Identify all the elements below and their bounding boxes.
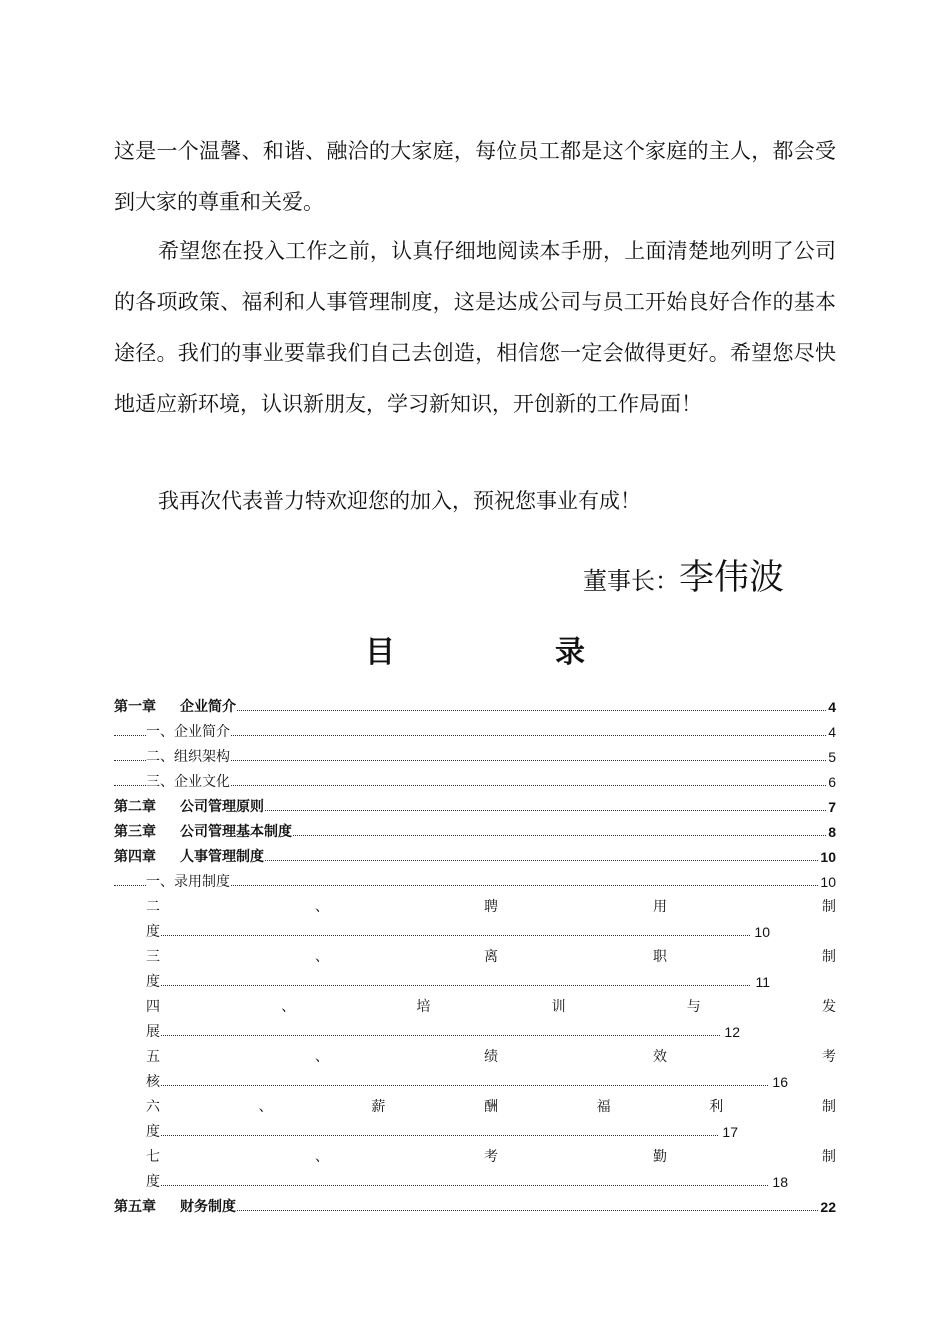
page-number: 8 [827,820,836,845]
toc-entry-section-wrapped[interactable] [114,895,836,945]
section-char: 、 [315,899,329,915]
section-char: 利 [709,1099,724,1115]
section-title: 一、录用制度 [146,870,231,895]
section-char: 训 [551,999,566,1015]
toc-entry-chapter-2[interactable] [114,795,836,820]
section-char: 、 [281,999,296,1015]
section-char: 六 [146,1099,160,1115]
chapter-title: 公司管理基本制度 [180,824,292,840]
page-number: 10 [753,920,770,945]
page-number: 18 [771,1170,788,1195]
intro-paragraph-1: 这是一个温馨、和谐、融洽的大家庭，每位员工都是这个家庭的主人，都会受到大家的尊重和关爱。 [114,139,836,214]
section-char: 度 [146,1170,161,1195]
page-number: 17 [721,1120,738,1145]
section-char: 、 [315,949,329,965]
section-title: 一、企业简介 [146,720,231,745]
signature [583,550,784,600]
section-char: 考 [484,1149,498,1165]
page-number: 6 [827,770,836,795]
section-char: 福 [596,1099,611,1115]
toc-entry-section[interactable] [114,720,836,745]
toc-entry-section[interactable] [114,745,836,770]
leader-dots [146,935,750,936]
page-number: 16 [771,1070,788,1095]
section-char: 效 [653,1049,667,1065]
page-number: 4 [827,695,836,720]
chapter-title: 企业简介 [180,699,236,715]
intro-paragraph-2: 希望您在投入工作之前，认真仔细地阅读本手册，上面清楚地列明了公司的各项政策、福利和人事管理制度，这是达成公司与员工开始良好合作的基本途径。我们的事业要靠我们自己去创造，相信您一定会做得更好。希望您尽快地适应新环境，认识新朋友，学习新知识，开创新的工作局面！ [114,239,836,416]
chapter-number: 第一章 [114,699,156,715]
section-char: 绩 [484,1049,498,1065]
section-char: 三 [146,949,160,965]
chapter-title: 财务制度 [180,1199,236,1215]
section-char: 发 [821,999,836,1015]
leader-dots [146,1185,768,1186]
toc-title-part-1: 目 [365,635,395,670]
intro-paragraph-3: 我再次代表普力特欢迎您的加入，预祝您事业有成！ [158,489,641,513]
toc-entry-section[interactable] [114,870,836,895]
section-char: 二 [146,899,160,915]
section-char: 制 [821,1099,836,1115]
toc-entry-section[interactable] [114,770,836,795]
section-char: 制 [822,949,836,965]
chapter-number: 第三章 [114,824,156,840]
toc-title-part-2: 录 [555,635,585,670]
section-char: 度 [146,920,161,945]
page-number: 5 [827,745,836,770]
section-char: 勤 [653,1149,667,1165]
toc-entry-section-wrapped[interactable] [114,1095,836,1145]
toc-title [0,627,950,671]
signature-label: 董事长： [583,567,679,595]
signature-name: 李伟波 [679,558,785,598]
section-char: 度 [146,1120,161,1145]
chapter-number: 第二章 [114,799,156,815]
section-char: 展 [146,1020,161,1045]
section-char: 离 [484,949,498,965]
leader-dots [146,985,750,986]
table-of-contents [114,695,836,1220]
toc-entry-section-wrapped[interactable] [114,1045,836,1095]
toc-entry-chapter-5[interactable] [114,1195,836,1220]
section-char: 七 [146,1149,160,1165]
section-char: 、 [315,1149,329,1165]
page-number: 10 [819,845,836,870]
chapter-title: 公司管理原则 [180,799,264,815]
section-char: 聘 [484,899,498,915]
page-number: 7 [827,795,836,820]
section-char: 制 [822,1149,836,1165]
page-number: 11 [754,970,770,995]
section-char: 四 [146,999,160,1015]
toc-entry-section-wrapped[interactable] [114,945,836,995]
toc-entry-chapter-3[interactable] [114,820,836,845]
section-char: 制 [822,899,836,915]
section-char: 考 [822,1049,836,1065]
toc-entry-chapter-1[interactable] [114,695,836,720]
toc-entry-section-wrapped[interactable] [114,1145,836,1195]
page-number: 10 [819,870,836,895]
chapter-title: 人事管理制度 [180,849,264,865]
section-char: 、 [315,1049,329,1065]
section-char: 五 [146,1049,160,1065]
section-char: 薪 [371,1099,386,1115]
chapter-number: 第四章 [114,849,156,865]
section-char: 度 [146,970,161,995]
section-title: 三、企业文化 [146,770,231,795]
section-char: 、 [258,1099,273,1115]
page-number: 22 [819,1195,836,1220]
section-char: 培 [416,999,431,1015]
section-char: 与 [686,999,701,1015]
leader-dots [146,1085,768,1086]
section-title: 二、组织架构 [146,745,231,770]
leader-dots [146,1035,720,1036]
chapter-number: 第五章 [114,1199,156,1215]
page-number: 12 [723,1020,740,1045]
toc-entry-chapter-4[interactable] [114,845,836,870]
section-char: 职 [653,949,667,965]
section-char: 核 [146,1070,161,1095]
section-char: 用 [653,899,667,915]
section-char: 酬 [483,1099,498,1115]
toc-entry-section-wrapped[interactable] [114,995,836,1045]
page-number: 4 [827,720,836,745]
leader-dots [146,1135,718,1136]
